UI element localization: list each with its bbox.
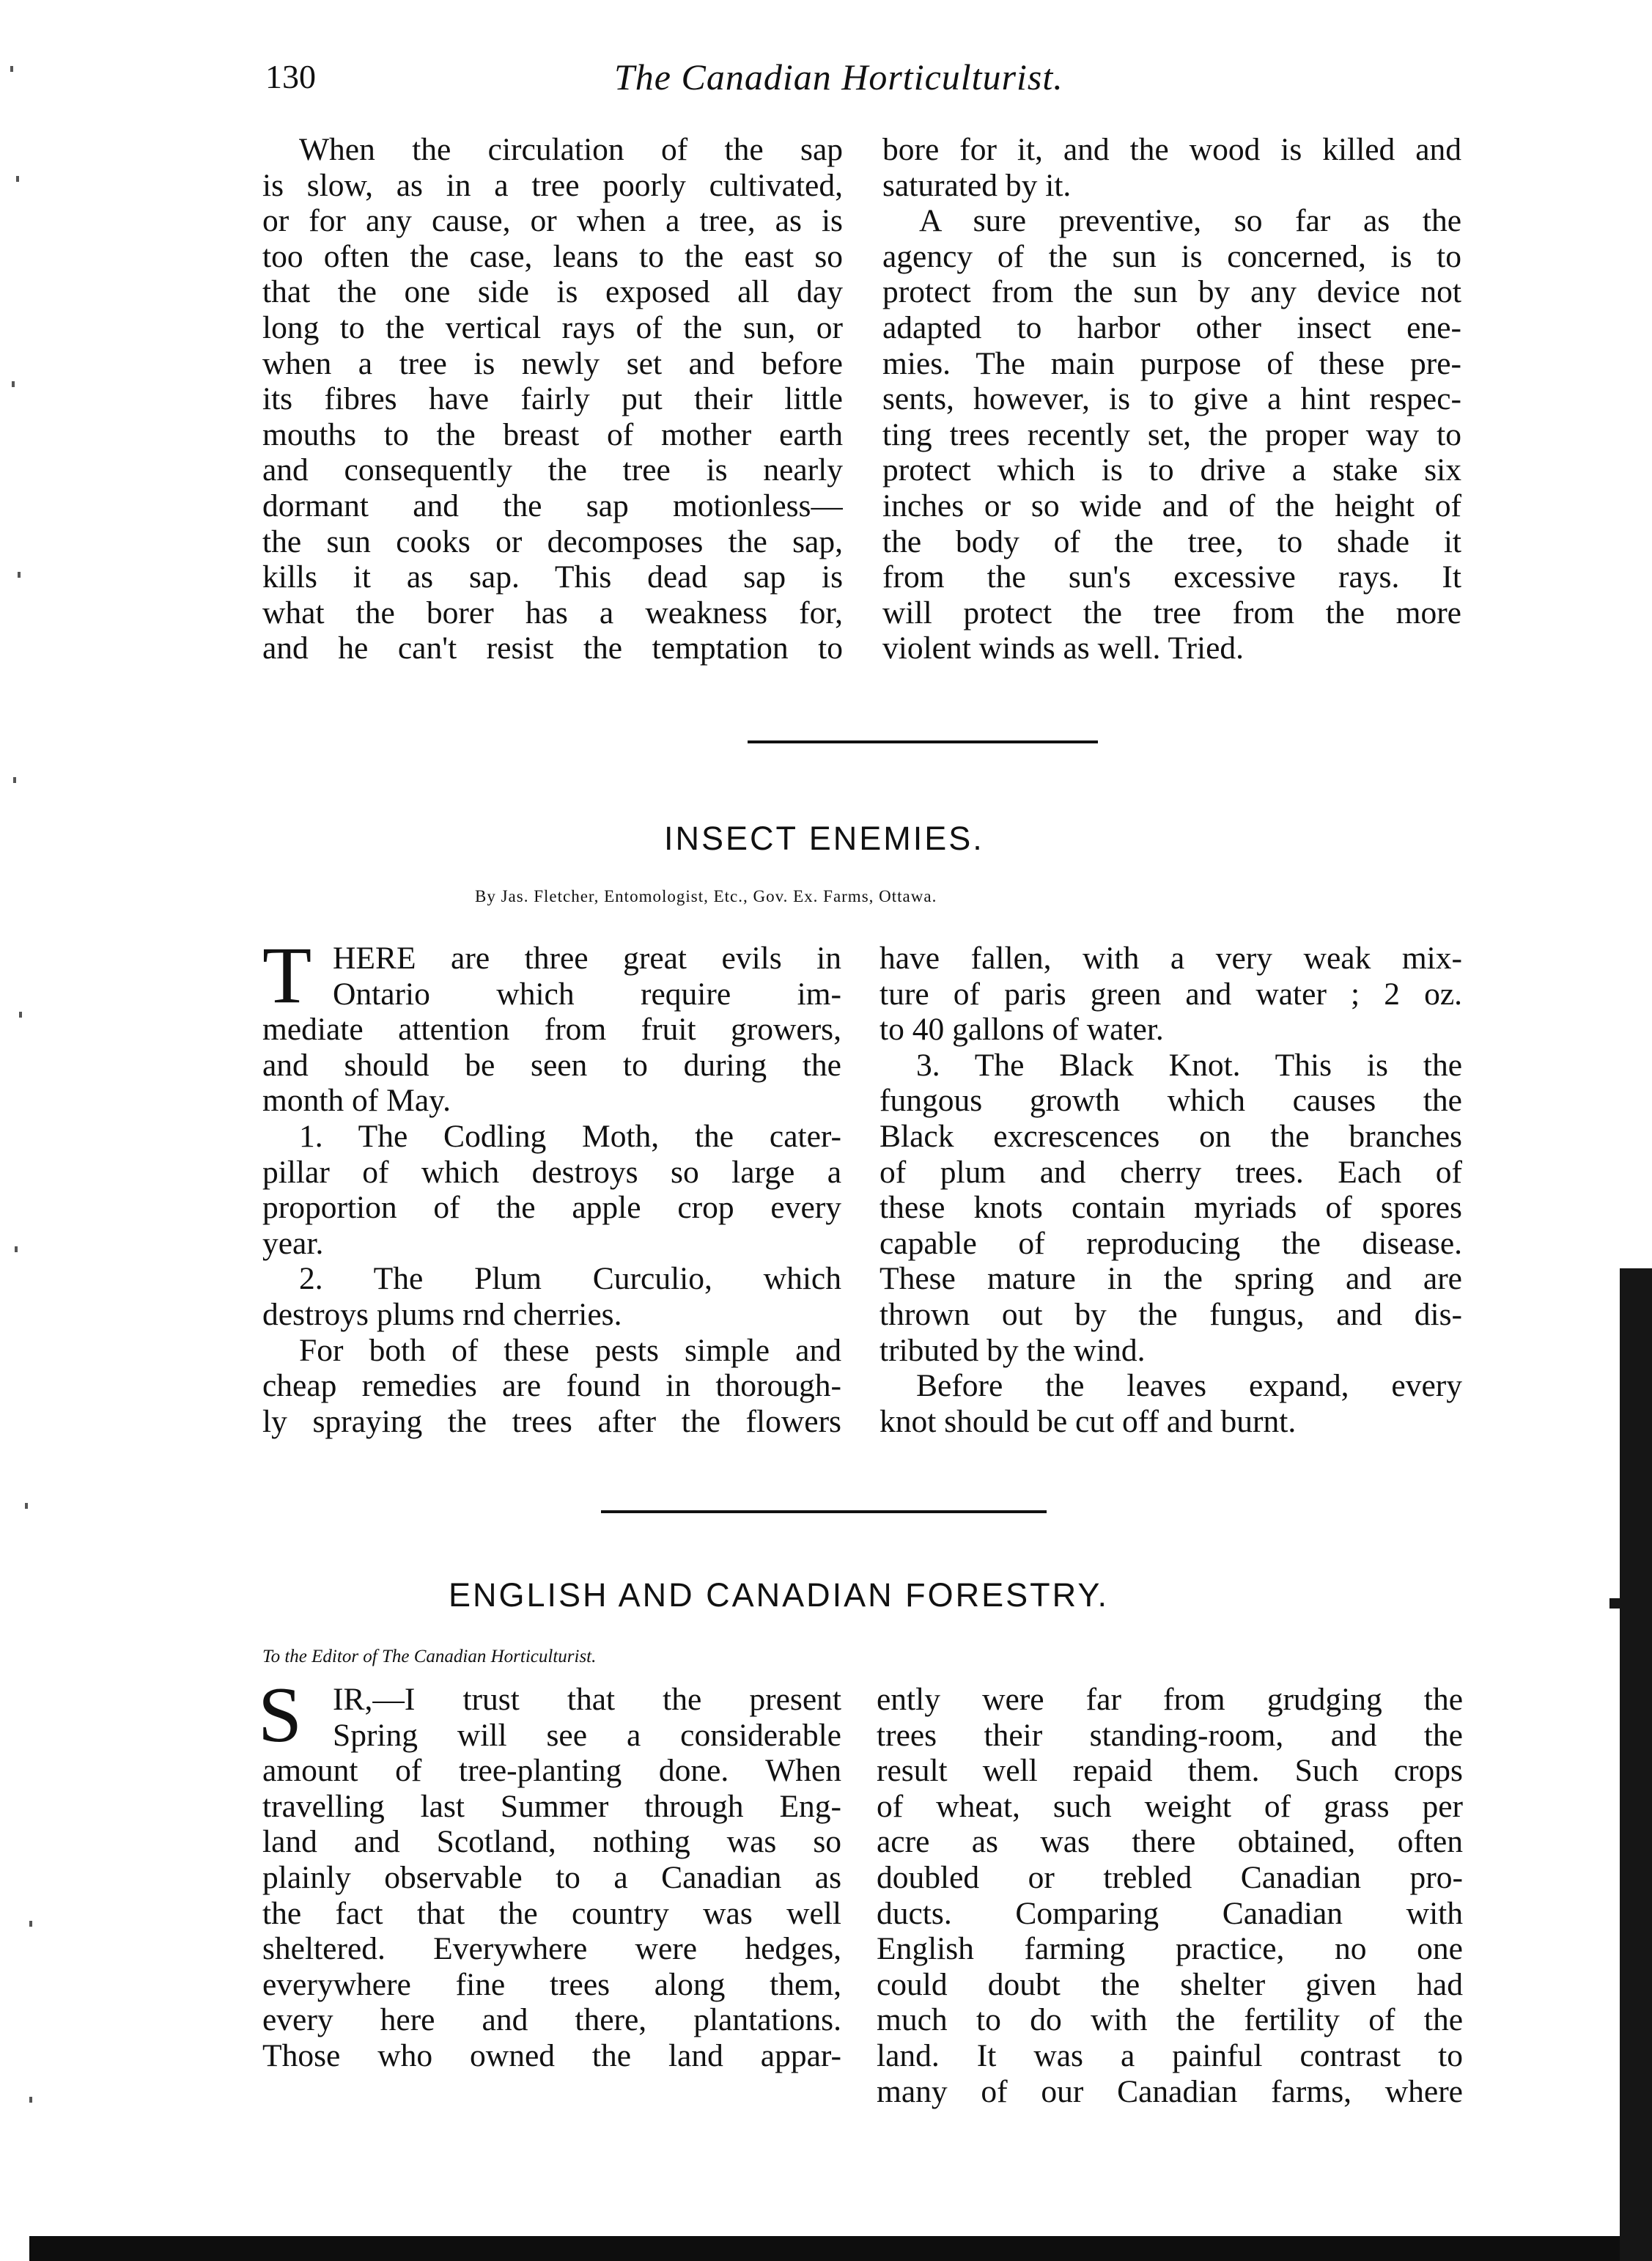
article-heading: INSECT ENEMIES. bbox=[664, 820, 984, 857]
text-line: knot should be cut off and burnt. bbox=[880, 1403, 1297, 1439]
text-line: protect from the sun by any device not bbox=[882, 274, 1461, 310]
article-byline: By Jas. Fletcher, Entomologist, Etc., Gov. Ex. Farms, Ottawa. bbox=[475, 887, 937, 905]
text-line: doubled or trebled Canadian pro- bbox=[877, 1859, 1463, 1895]
text-line: mouths to the breast of mother earth bbox=[262, 416, 843, 452]
text-line: bore for it, and the wood is killed and bbox=[882, 132, 1461, 167]
text-line: violent winds as well. Tried. bbox=[882, 630, 1244, 666]
text-line: of wheat, such weight of grass per bbox=[877, 1788, 1463, 1824]
text-line: Those who owned the land appar- bbox=[262, 2037, 841, 2073]
section-divider bbox=[748, 740, 1098, 743]
text-line: or for any cause, or when a tree, as is bbox=[262, 203, 843, 239]
text-line: from the sun's excessive rays. It bbox=[882, 559, 1461, 595]
text-line: mies. The main purpose of these pre- bbox=[882, 345, 1461, 381]
drop-cap: S bbox=[258, 1672, 303, 1759]
text-line: 1. The Codling Moth, the cater- bbox=[299, 1118, 841, 1154]
text-line: tributed by the wind. bbox=[880, 1332, 1146, 1368]
text-line: fungous growth which causes the bbox=[880, 1083, 1462, 1119]
text-line: the sun cooks or decomposes the sap, bbox=[262, 523, 843, 559]
scan-speck bbox=[29, 2097, 32, 2103]
scan-speck bbox=[12, 381, 15, 387]
text-line: land. It was a painful contrast to bbox=[877, 2037, 1463, 2073]
scan-speck bbox=[25, 1503, 28, 1509]
text-line: destroys plums rnd cherries. bbox=[262, 1296, 622, 1332]
text-line: Spring will see a considerable bbox=[333, 1717, 841, 1753]
text-line: and consequently the tree is nearly bbox=[262, 452, 843, 488]
text-line: and he can't resist the temptation to bbox=[262, 630, 843, 666]
text-line: its fibres have fairly put their little bbox=[262, 381, 843, 417]
scan-speck bbox=[16, 176, 19, 182]
text-line: too often the case, leans to the east so bbox=[262, 238, 843, 274]
text-line: travelling last Summer through Eng- bbox=[262, 1788, 841, 1824]
running-head: The Canadian Horticulturist. bbox=[614, 56, 1063, 98]
insect-article-left-column bbox=[262, 941, 841, 1439]
text-line: ly spraying the trees after the flowers bbox=[262, 1403, 841, 1439]
text-line: 2. The Plum Curculio, which bbox=[299, 1261, 841, 1297]
text-line: ture of paris green and water ; 2 oz. bbox=[880, 976, 1462, 1012]
text-line: these knots contain myriads of spores bbox=[880, 1190, 1462, 1226]
scan-speck bbox=[19, 1012, 22, 1018]
text-line: dormant and the sap motionless— bbox=[262, 488, 843, 523]
text-line: is slow, as in a tree poorly cultivated, bbox=[262, 167, 843, 203]
text-line: to 40 gallons of water. bbox=[880, 1012, 1164, 1048]
text-line: much to do with the fertility of the bbox=[877, 2002, 1463, 2038]
drop-cap: T bbox=[262, 930, 312, 1020]
letter-salutation bbox=[262, 1647, 596, 1667]
text-line: everywhere fine trees along them, bbox=[262, 1966, 841, 2002]
text-line: Ontario which require im- bbox=[333, 976, 841, 1012]
text-line: many of our Canadian farms, where bbox=[877, 2073, 1463, 2109]
section-divider bbox=[601, 1510, 1047, 1513]
text-line: saturated by it. bbox=[882, 167, 1072, 203]
text-line: 3. The Black Knot. This is the bbox=[916, 1047, 1462, 1083]
text-line: will protect the tree from the more bbox=[882, 595, 1461, 630]
text-line: acre as was there obtained, often bbox=[877, 1824, 1463, 1860]
text-line: sheltered. Everywhere were hedges, bbox=[262, 1931, 841, 1967]
text-line: amount of tree-planting done. When bbox=[262, 1753, 841, 1789]
forestry-article-right-column bbox=[877, 1682, 1463, 2109]
text-line: sents, however, is to give a hint respec- bbox=[882, 381, 1461, 417]
text-line: the fact that the country was well bbox=[262, 1895, 841, 1931]
scan-speck bbox=[18, 572, 21, 578]
text-line: year. bbox=[262, 1225, 324, 1261]
text-line: that the one side is exposed all day bbox=[262, 274, 843, 310]
text-line: could doubt the shelter given had bbox=[877, 1966, 1463, 2002]
scan-speck bbox=[15, 1246, 18, 1252]
scan-speck bbox=[10, 66, 13, 72]
page-number: 130 bbox=[265, 58, 316, 95]
text-line: when a tree is newly set and before bbox=[262, 345, 843, 381]
text-line: every here and there, plantations. bbox=[262, 2002, 841, 2038]
text-line: have fallen, with a very weak mix- bbox=[880, 941, 1462, 976]
text-line: what the borer has a weakness for, bbox=[262, 595, 843, 630]
text-line: Black excrescences on the branches bbox=[880, 1118, 1462, 1154]
scan-speck bbox=[29, 1921, 32, 1927]
text-line: agency of the sun is concerned, is to bbox=[882, 238, 1461, 274]
text-line: kills it as sap. This dead sap is bbox=[262, 559, 843, 595]
forestry-article-left-column bbox=[262, 1682, 841, 2074]
text-line: A sure preventive, so far as the bbox=[919, 203, 1461, 239]
text-line: HERE are three great evils in bbox=[333, 941, 841, 976]
text-line: the body of the tree, to shade it bbox=[882, 523, 1461, 559]
salutation-text: To the Editor of The Canadian Horticulturist. bbox=[262, 1647, 597, 1666]
text-line: Before the leaves expand, every bbox=[916, 1368, 1462, 1404]
text-line: inches or so wide and of the height of bbox=[882, 488, 1461, 523]
scan-edge-shadow bbox=[29, 2236, 1652, 2261]
text-line: result well repaid them. Such crops bbox=[877, 1753, 1463, 1789]
text-line: long to the vertical rays of the sun, or bbox=[262, 309, 843, 345]
article-heading: ENGLISH AND CANADIAN FORESTRY. bbox=[449, 1576, 1110, 1614]
text-line: plainly observable to a Canadian as bbox=[262, 1859, 841, 1895]
text-line: pillar of which destroys so large a bbox=[262, 1154, 841, 1190]
text-line: English farming practice, no one bbox=[877, 1931, 1463, 1967]
text-line: mediate attention from fruit growers, bbox=[262, 1012, 841, 1048]
text-line: proportion of the apple crop every bbox=[262, 1190, 841, 1226]
text-line: protect which is to drive a stake six bbox=[882, 452, 1461, 488]
text-line: ently were far from grudging the bbox=[877, 1682, 1463, 1717]
scan-speck bbox=[13, 777, 16, 783]
text-line: land and Scotland, nothing was so bbox=[262, 1824, 841, 1860]
insect-article-right-column bbox=[880, 941, 1462, 1439]
continued-article-right-column bbox=[882, 132, 1461, 666]
scan-edge-shadow bbox=[1620, 1268, 1652, 2261]
text-line: ducts. Comparing Canadian with bbox=[877, 1895, 1463, 1931]
text-line: For both of these pests simple and bbox=[299, 1332, 841, 1368]
text-line: trees their standing-room, and the bbox=[877, 1717, 1463, 1753]
text-line: These mature in the spring and are bbox=[880, 1261, 1462, 1297]
scan-edge-shadow bbox=[1609, 1598, 1652, 1609]
text-line: cheap remedies are found in thorough- bbox=[262, 1368, 841, 1404]
text-line: capable of reproducing the disease. bbox=[880, 1225, 1462, 1261]
text-line: thrown out by the fungus, and dis- bbox=[880, 1296, 1462, 1332]
text-line: When the circulation of the sap bbox=[299, 132, 843, 167]
text-line: month of May. bbox=[262, 1083, 451, 1119]
continued-article-left-column bbox=[262, 132, 843, 666]
text-line: ting trees recently set, the proper way to bbox=[882, 416, 1461, 452]
text-line: and should be seen to during the bbox=[262, 1047, 841, 1083]
text-line: of plum and cherry trees. Each of bbox=[880, 1154, 1462, 1190]
text-line: IR,—I trust that the present bbox=[333, 1682, 841, 1717]
text-line: adapted to harbor other insect ene- bbox=[882, 309, 1461, 345]
